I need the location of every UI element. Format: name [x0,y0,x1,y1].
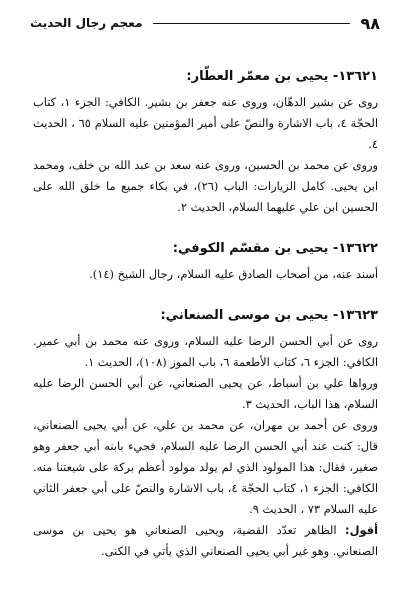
header-rule [153,23,351,24]
entry-paragraph: أسند عنه، من أصحاب الصادق عليه السلام، رجال الشيخ (١٤). [89,267,378,281]
entry-heading: ١٣٦٢١- يحيى بن معمّر العطّار: [186,69,378,84]
page-header [30,12,380,34]
entry-paragraph: وروى عن أحمد بن مهران، عن محمد بن علي، عن أبي يحيى الصنعاني، قال: كنت عند أبي الحسن الرضا عليه السلام، فجيء بابنه أبي جعفر وهو صغير، فقال: هذا المولود الذي لم يولد مولود أعظم بركة على شيعتنا منه. الكافي: الجزء ١، كتاب الحجّة ٤، باب الاشارة والنصّ على أبي جعفر الثاني عليه السلام ٧٣ ، الحديث ٩. [33,418,378,516]
entry-paragraph: روى عن بشير الدهّان، وروى عنه جعفر بن بشير. الكافي: الجزء ١، كتاب الحجّة ٤، باب الاشارة والنصّ على أمير المؤمنين عليه السلام ٦٥ ، الحديث ٤. [33,95,379,151]
note-text: الظاهر تعدّد القضية، ويحيى الصنعاني هو يحيى بن موسى الصنعاني. وهو غير أبي يحيى الصنعاني الذي يأتي في الكنى. [33,523,378,558]
entry-13621 [33,66,378,218]
entry-heading: ١٣٦٢٣- يحيى بن موسى الصنعاني: [160,308,378,323]
entry-paragraph: روى عن أبي الحسن الرضا عليه السلام، وروى عنه محمد بن أبي عمير. الكافي: الجزء ٦، كتاب الأطعمة ٦، باب الموز (١٠٨)، الحديث ١. [33,334,378,369]
entry-paragraph: وروى عن محمد بن الحسين، وروى عنه سعد بن عبد الله بن خلف، ومحمد ابن يحيى. كامل الزيارات: الباب (٢٦)، في بكاء جميع ما خلق الله على الحسين ابن علي عليهما السلام، الحديث ٢. [33,158,378,214]
author-note [33,520,378,562]
page-number: ٩٨ [360,13,380,33]
note-label: أقول: [345,523,378,537]
entry-paragraph: ورواها علي بن أسباط، عن يحيى الصنعاني، عن أبي الحسن الرضا عليه السلام، هذا الباب، الحديث ٣. [33,376,378,411]
running-title: معجم رجال الحديث [30,16,143,30]
page-body [33,66,378,582]
entry-13622 [33,238,378,285]
entry-heading: ١٣٦٢٢- يحيى بن مقسّم الكوفي: [172,241,378,256]
entry-13623 [33,305,378,562]
